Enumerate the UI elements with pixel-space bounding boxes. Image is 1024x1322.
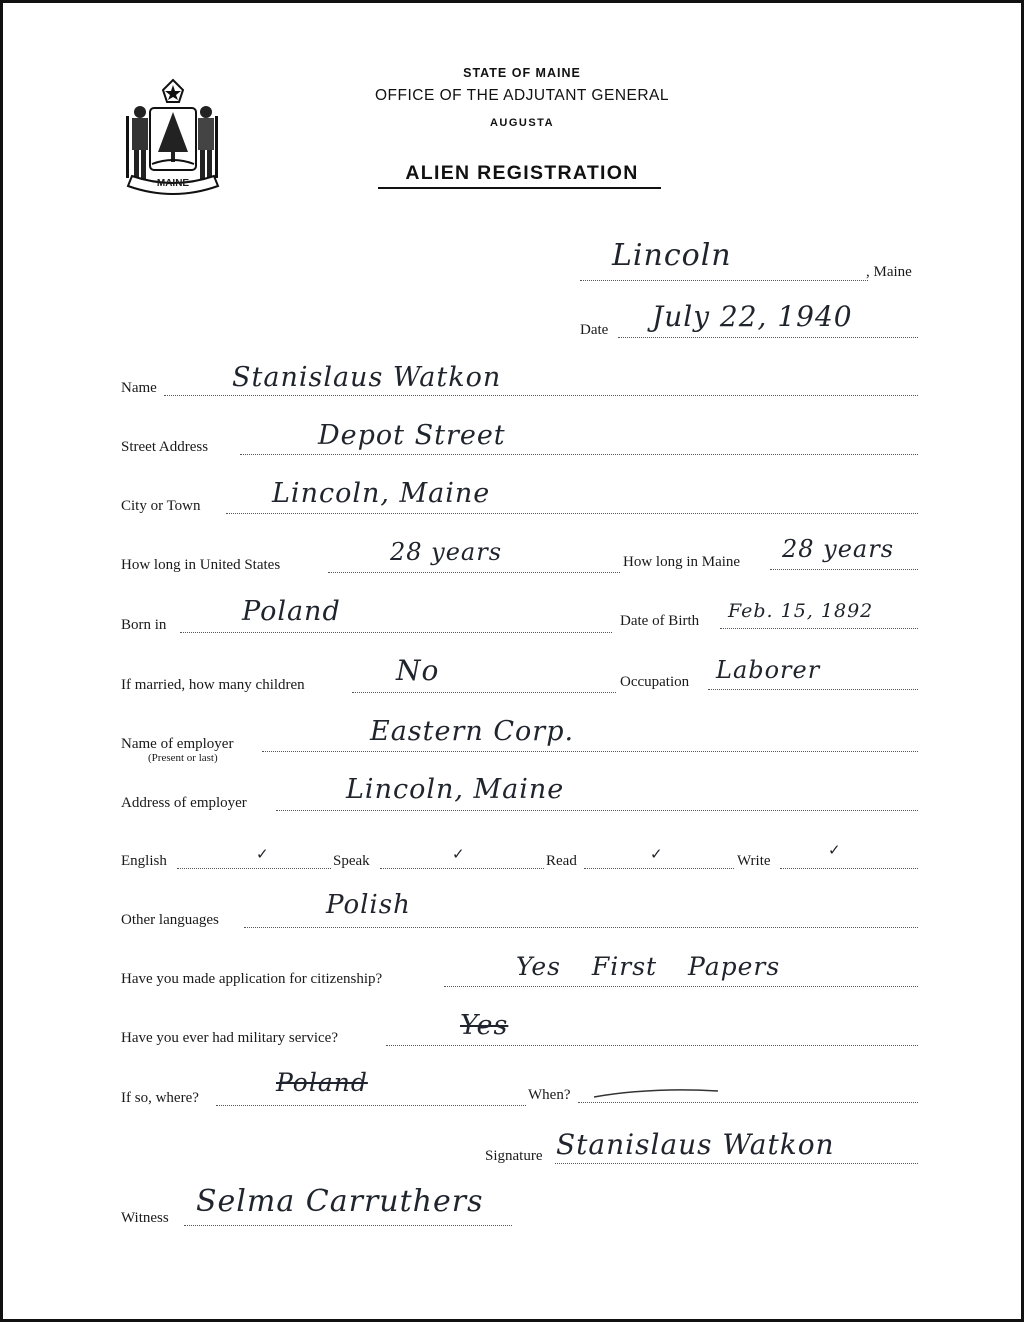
us-duration-label: How long in United States [121,557,281,573]
signature-line [555,1163,918,1164]
english-check[interactable]: ✓ [256,845,269,863]
form-title: ALIEN REGISTRATION [405,162,639,184]
name-label: Name [121,380,157,396]
town-line [580,280,868,281]
street-line [240,454,918,455]
date-line [618,337,918,338]
when-label: When? [528,1087,571,1103]
when-pen-stroke [592,1085,722,1105]
employer-address-line [276,810,918,811]
occupation-value[interactable]: Laborer [716,656,821,684]
born-in-value[interactable]: Poland [242,596,341,627]
date-value[interactable]: July 22, 1940 [652,300,853,333]
witness-line [184,1225,512,1226]
read-check[interactable]: ✓ [650,845,663,863]
employer-sublabel: (Present or last) [148,752,218,764]
us-duration-line [328,572,620,573]
occupation-line [708,689,918,690]
city-line [226,513,918,514]
write-check[interactable]: ✓ [828,841,841,859]
street-value[interactable]: Depot Street [318,420,506,451]
military-label: Have you ever had military service? [121,1030,338,1046]
children-value[interactable]: No [396,654,440,687]
header-state: STATE OF MAINE [463,66,581,80]
dob-label: Date of Birth [620,613,700,629]
name-value[interactable]: Stanislaus Watkon [232,362,502,393]
maine-duration-line [770,569,918,570]
citizenship-line [444,986,918,987]
witness-label: Witness [121,1210,169,1226]
citizenship-label: Have you made application for citizenship? [121,971,383,987]
read-line [584,868,734,869]
town-value[interactable]: Lincoln [612,238,732,273]
header-city: AUGUSTA [489,117,555,129]
name-line [164,395,918,396]
date-label: Date [580,322,609,338]
other-languages-line [244,927,918,928]
witness-value[interactable]: Selma Carruthers [196,1184,484,1219]
citizenship-value[interactable]: Yes First Papers [516,952,781,981]
header-office: OFFICE OF THE ADJUTANT GENERAL [374,87,670,104]
city-value[interactable]: Lincoln, Maine [272,478,491,509]
children-label: If married, how many children [121,677,305,693]
children-line [352,692,616,693]
speak-label: Speak [333,853,370,869]
where-line [216,1105,526,1106]
seal-label: MAINE [156,178,190,189]
english-label: English [121,853,167,869]
employer-address-value[interactable]: Lincoln, Maine [346,774,565,805]
maine-duration-label: How long in Maine [623,554,741,570]
occupation-label: Occupation [620,674,690,690]
read-label: Read [546,853,577,869]
title-underline [378,187,661,189]
dob-line [720,628,918,629]
employer-address-label: Address of employer [121,795,247,811]
street-label: Street Address [121,439,209,455]
employer-label: Name of employer [121,736,234,752]
write-line [780,868,918,869]
speak-line [380,868,544,869]
born-in-line [180,632,612,633]
write-label: Write [737,853,771,869]
signature-label: Signature [485,1148,543,1164]
employer-line [262,751,918,752]
other-languages-value[interactable]: Polish [326,890,411,920]
military-value[interactable]: Yes [460,1010,509,1041]
speak-check[interactable]: ✓ [452,845,465,863]
born-in-label: Born in [121,617,167,633]
dob-value[interactable]: Feb. 15, 1892 [728,600,874,622]
other-languages-label: Other languages [121,912,219,928]
english-line [177,868,331,869]
signature-value[interactable]: Stanislaus Watkon [556,1128,835,1161]
military-line [386,1045,918,1046]
maine-duration-value[interactable]: 28 years [782,535,895,563]
us-duration-value[interactable]: 28 years [390,538,503,566]
city-label: City or Town [121,498,201,514]
employer-value[interactable]: Eastern Corp. [370,716,575,747]
where-label: If so, where? [121,1090,199,1106]
maine-suffix: , Maine [866,264,912,280]
where-value[interactable]: Poland [276,1068,368,1097]
